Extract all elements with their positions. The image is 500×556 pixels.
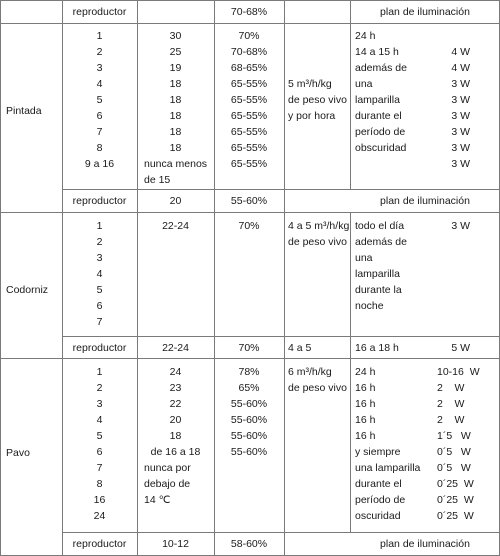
rule-col-ventilation-pavo	[350, 358, 351, 532]
week-cell: 2	[96, 46, 103, 58]
temp-cell: debajo de	[144, 478, 191, 490]
week-cell: 3	[96, 252, 103, 264]
temp-cell: 18	[169, 94, 182, 106]
lighting-line: oscuridad	[355, 510, 401, 522]
week-cell: 4	[96, 268, 103, 280]
humidity-cell: 65%	[238, 382, 260, 394]
temp-cell: 24	[169, 366, 182, 378]
lighting-line: 16 h	[355, 398, 376, 410]
watts-cell: 4 W	[451, 62, 470, 74]
lighting-line: período de	[355, 126, 406, 138]
lighting-line: durante el	[355, 110, 402, 122]
rule-pintada-bottom	[0, 212, 500, 213]
humidity-cell: 70%	[238, 30, 260, 42]
week-cell: 2	[96, 236, 103, 248]
top-humidity: 70-68%	[230, 6, 268, 18]
week-cell: 4	[96, 414, 103, 426]
repro-label: reproductor	[72, 538, 127, 550]
watts-cell: 0´5 W	[437, 446, 471, 458]
lighting-line: además de	[355, 62, 407, 74]
humidity-cell: 68-65%	[230, 62, 268, 74]
watts-cell: 10-16 W	[437, 366, 480, 378]
ventilation-line: de peso vivo	[288, 382, 347, 394]
week-cell: 1	[96, 30, 103, 42]
lighting-line: 14 a 15 h	[355, 46, 399, 58]
week-cell: 16	[93, 494, 106, 506]
repro-label: reproductor	[72, 342, 127, 354]
watts-cell: 2 W	[437, 398, 465, 410]
temp-cell: 18	[169, 430, 182, 442]
week-cell: 6	[96, 110, 103, 122]
temp-cell: 18	[169, 142, 182, 154]
week-cell: 7	[96, 462, 103, 474]
week-cell: 5	[96, 94, 103, 106]
ventilation-line: 6 m³/h/kg	[288, 366, 332, 378]
humidity-cell: 55-60%	[230, 414, 268, 426]
humidity-cell: 65-55%	[230, 126, 268, 138]
humidity-cell: 65-55%	[230, 158, 268, 170]
rule-col-humidity-codorniz	[284, 212, 285, 358]
watts-cell: 4 W	[451, 46, 470, 58]
temp-cell: 18	[169, 110, 182, 122]
rule-col-humidity-pintada-repro	[284, 189, 285, 212]
temp-cell: 23	[169, 382, 182, 394]
repro-plan: plan de iluminación	[380, 195, 470, 207]
ventilation-line: y por hora	[288, 110, 336, 122]
repro-humidity: 55-60%	[230, 195, 268, 207]
humidity-cell: 55-60%	[230, 398, 268, 410]
rule-left	[0, 0, 1, 556]
watts-cell: 3 W	[451, 142, 470, 154]
temp-cell: 30	[169, 30, 182, 42]
rule-codorniz-repro-top	[62, 336, 500, 337]
lighting-line: lamparilla	[355, 268, 400, 280]
rule-col-humidity-top	[284, 0, 285, 23]
rule-col-ventilation-top	[350, 0, 351, 23]
week-cell: 7	[96, 316, 103, 328]
week-cell: 2	[96, 382, 103, 394]
humidity-cell: 70-68%	[230, 46, 268, 58]
lighting-line: 24 h	[355, 30, 376, 42]
week-cell: 8	[96, 142, 103, 154]
watts-cell: 0´25 W	[437, 494, 474, 506]
lighting-line: 16 h	[355, 414, 376, 426]
week-cell: 24	[93, 510, 106, 522]
watts-cell: 3 W	[451, 94, 470, 106]
humidity-cell: 65-55%	[230, 142, 268, 154]
temp-cell: 22	[169, 398, 182, 410]
lighting-line: 24 h	[355, 366, 376, 378]
lighting-line: durante el	[355, 478, 402, 490]
temp-cell: 14 ℃	[144, 494, 171, 506]
repro-humidity: 70%	[238, 342, 260, 354]
repro-temp: 22-24	[162, 342, 189, 354]
repro-humidity: 58-60%	[230, 538, 268, 550]
temp-cell: de 15	[144, 174, 171, 186]
temp-cell: 22-24	[162, 220, 189, 232]
humidity-cell: 65-55%	[230, 94, 268, 106]
rule-pintada-repro-top	[62, 189, 500, 190]
rule-col-humidity-pavo-repro	[284, 532, 285, 555]
species-label-pintada: Pintada	[6, 105, 42, 117]
repro-plan: plan de iluminación	[380, 538, 470, 550]
repro-label: reproductor	[72, 195, 127, 207]
week-cell: 8	[96, 478, 103, 490]
top-plan-label: plan de iluminación	[380, 6, 470, 18]
humidity-cell: 65-55%	[230, 78, 268, 90]
rule-under-top-row	[0, 23, 500, 24]
lighting-line: obscuridad	[355, 142, 407, 154]
ventilation-line: de peso vivo	[288, 94, 347, 106]
repro-temp: 20	[169, 195, 182, 207]
watts-cell: 3 W	[451, 110, 470, 122]
lighting-line: una	[355, 78, 373, 90]
lighting-line: lamparilla	[355, 94, 400, 106]
week-cell: 3	[96, 62, 103, 74]
lighting-line: todo el día	[355, 220, 405, 232]
lighting-line: 16 h	[355, 382, 376, 394]
week-cell: 9 a 16	[84, 158, 115, 170]
watts-cell: 0´25 W	[437, 478, 474, 490]
species-label-pavo: Pavo	[6, 447, 30, 459]
rule-col-humidity-pavo	[284, 358, 285, 532]
rule-col-ventilation-codorniz	[350, 212, 351, 358]
temp-cell: 18	[169, 78, 182, 90]
watts-cell: 0´25 W	[437, 510, 474, 522]
week-cell: 7	[96, 126, 103, 138]
humidity-cell: 65-55%	[230, 110, 268, 122]
week-cell: 6	[96, 446, 103, 458]
lighting-line: además de	[355, 236, 407, 248]
week-cell: 4	[96, 78, 103, 90]
week-cell: 5	[96, 284, 103, 296]
lighting-line: período de	[355, 494, 406, 506]
lighting-line: una lamparilla	[355, 462, 421, 474]
repro-lighting: 16 a 18 h	[355, 342, 399, 354]
week-cell: 5	[96, 430, 103, 442]
repro-watts: 5 W	[451, 342, 470, 354]
temp-cell: 25	[169, 46, 182, 58]
repro-temp: 10-12	[162, 538, 189, 550]
lighting-line: durante la	[355, 284, 402, 296]
humidity-cell: 55-60%	[230, 430, 268, 442]
rule-top	[0, 0, 500, 1]
rule-codorniz-bottom	[0, 358, 500, 359]
watts-cell: 3 W	[451, 158, 470, 170]
watts-cell: 3 W	[451, 78, 470, 90]
ventilation-line: 5 m³/h/kg	[288, 78, 332, 90]
watts-cell: 3 W	[451, 220, 470, 232]
lighting-line: una	[355, 252, 373, 264]
watts-cell: 1´5 W	[437, 430, 471, 442]
rule-col-ventilation-pintada	[350, 23, 351, 189]
species-label-codorniz: Codorniz	[6, 284, 49, 296]
rule-pavo-repro-top	[62, 532, 500, 533]
temp-cell: 20	[169, 414, 182, 426]
lighting-line: noche	[355, 300, 384, 312]
humidity-cell: 78%	[238, 366, 260, 378]
week-cell: 3	[96, 398, 103, 410]
humidity-cell: 55-60%	[230, 446, 268, 458]
temp-cell: nunca menos	[144, 158, 208, 170]
temp-cell: de 16 a 18	[150, 446, 201, 458]
temp-cell: 18	[169, 126, 182, 138]
lighting-line: y siempre	[355, 446, 401, 458]
temp-cell: 19	[169, 62, 182, 74]
watts-cell: 2 W	[437, 382, 465, 394]
ventilation-line: de peso vivo	[288, 236, 347, 248]
week-cell: 1	[96, 366, 103, 378]
week-cell: 6	[96, 300, 103, 312]
rule-col-humidity-pintada	[284, 23, 285, 189]
watts-cell: 0´5 W	[437, 462, 471, 474]
watts-cell: 3 W	[451, 126, 470, 138]
week-cell: 1	[96, 220, 103, 232]
ventilation-line: 4 a 5 m³/h/kg	[288, 220, 350, 232]
lighting-line: 16 h	[355, 430, 376, 442]
watts-cell: 2 W	[437, 414, 465, 426]
temp-cell: nunca por	[144, 462, 191, 474]
repro-ventilation: 4 a 5	[288, 342, 312, 354]
humidity-cell: 70%	[238, 220, 260, 232]
top-reproductor-label: reproductor	[72, 6, 127, 18]
